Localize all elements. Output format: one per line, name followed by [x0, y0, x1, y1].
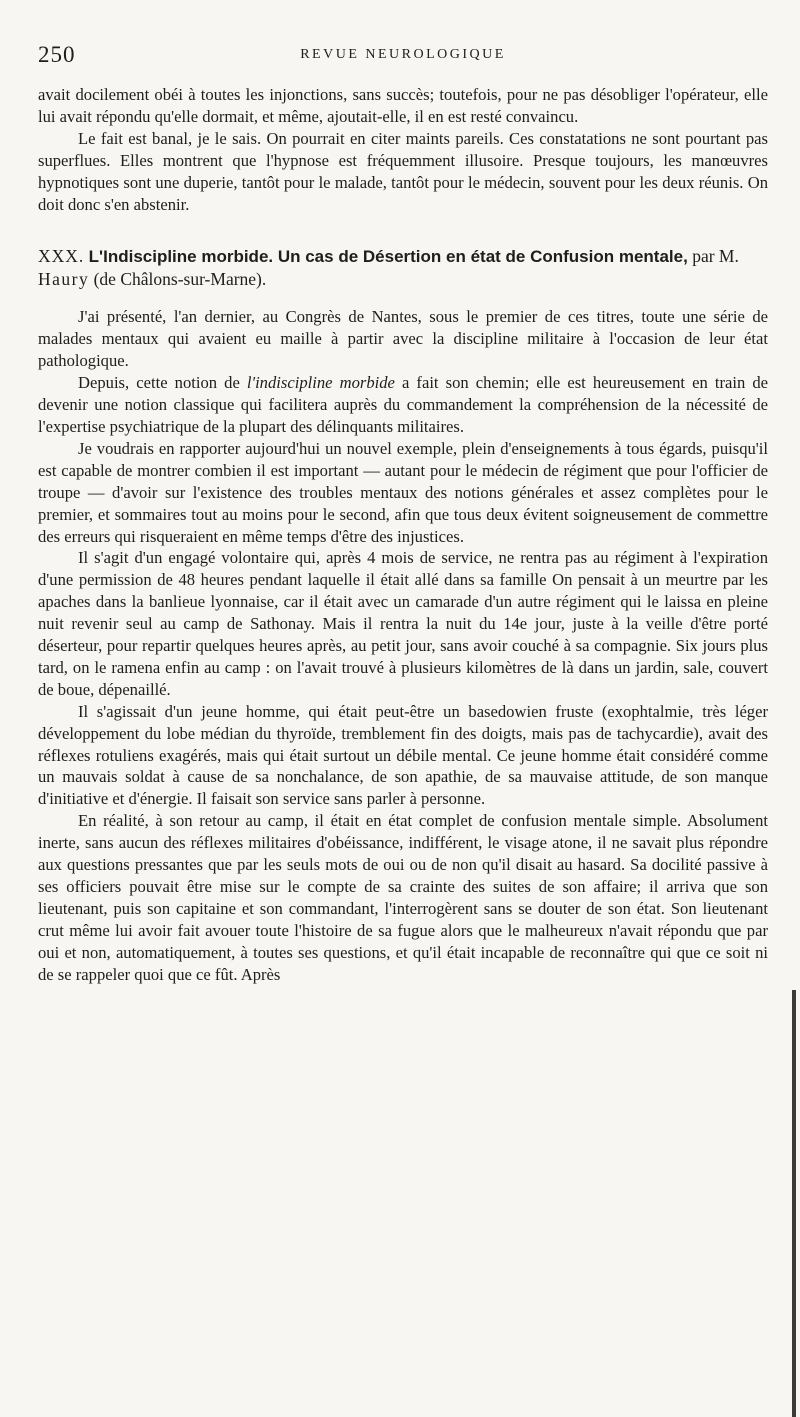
- article-number: XXX.: [38, 246, 85, 267]
- page-number: 250: [38, 42, 76, 67]
- paragraph-continued: avait docilement obéi à toutes les injonctions, sans succès; toutefois, pour ne pas désobliger l'opérateur, elle lui avait répondu qu'elle dormait, et même, ajoutait-elle, il en est resté convaincu.: [38, 85, 768, 126]
- scan-edge-shadow: [792, 990, 796, 1417]
- article-affiliation: (de Châlons-sur-Marne).: [93, 269, 267, 290]
- page-header: [38, 42, 768, 70]
- paragraph: Il s'agissait d'un jeune homme, qui était peut-être un basedowien fruste (exophtalmie, très léger développement du lobe médian du thyroïde, tremblement fin des doigts, mais pas de tachycardie), avait des réflexes rotuliens exagérés, mais qui était surtout un débile mental. Ce jeune homme était considéré comme un mauvais soldat à cause de sa nonchalance, de son apathie, de sa mauvaise attitude, de son manque d'initiative et d'énergie. Il faisait son service sans parler à personne.: [38, 701, 768, 809]
- paragraph: Le fait est banal, je le sais. On pourrait en citer maints pareils. Ces constatations ne sont pourtant pas superflues. Elles montrent que l'hypnose est fréquemment illusoire. Presque toujours, les manœuvres hypnotiques sont une duperie, tantôt pour le malade, tantôt pour le médecin, souvent pour les deux réunis. On doit donc s'en abstenir.: [38, 128, 768, 214]
- page-body: [38, 84, 768, 986]
- article-author: Haury: [38, 269, 90, 290]
- running-head: REVUE NEUROLOGIQUE: [300, 47, 506, 62]
- paragraph: En réalité, à son retour au camp, il était en état complet de confusion mentale simple. Absolument inerte, sans aucun des réflexes militaires d'obéissance, indifférent, le visage atone, il ne savait plus répondre aux questions pressantes que par les seuls mots de oui ou de non qu'il disait au hasard. Sa docilité passive à ses officiers pouvait être mise sur le compte de sa crainte des suites de son affaire; il arriva que son lieutenant, puis son capitaine et son commandant, l'interrogèrent sans se douter de son état. Son lieutenant crut même lui avoir fait avouer toute l'histoire de sa fugue alors que le malheureux n'avait répondu que par oui et non, automatiquement, à toutes ses questions, et qu'il était incapable de reconnaître qui que ce soit ni de se rappeler quoi que ce fût. Après: [38, 811, 768, 984]
- article-by: par M.: [692, 246, 739, 267]
- paragraph-text: a fait son chemin; elle est heureusement en train de devenir une notion classique qui facilitera auprès du commandement la compréhension de la nécessité de l'expertise psychiatrique de la plupart des délinquants militaires.: [38, 373, 769, 436]
- italic-term: l'indiscipline morbide: [246, 373, 395, 393]
- article-title-text: L'Indiscipline morbide. Un cas de Désertion en état de Confusion mentale,: [88, 247, 688, 267]
- article-title: [38, 245, 768, 290]
- paragraph: [38, 372, 768, 438]
- paragraph: Je voudrais en rapporter aujourd'hui un nouvel exemple, plein d'enseignements à tous égards, puisqu'il est capable de montrer combien il est important — autant pour le médecin de régiment que pour l'officier de troupe — d'avoir sur l'existence des troubles mentaux des notions générales et assez complètes pour le premier, et sommaires tout au moins pour le second, afin que tous deux évitent soigneusement de commettre des erreurs qui risqueraient en même temps d'être des injustices.: [38, 438, 768, 546]
- paragraph: Il s'agit d'un engagé volontaire qui, après 4 mois de service, ne rentra pas au régiment à l'expiration d'une permission de 48 heures pendant laquelle il était allé dans sa famille On pensait à un meurtre par les apaches dans la banlieue lyonnaise, car il était avec un camarade d'un autre régiment qui le laissa en pleine nuit revenir seul au camp de Sathonay. Mais il rentra la nuit du 14e jour, juste à la veille d'être porté déserteur, pour repartir quelques heures après, au petit jour, sans avoir couché à sa compagnie. Six jours plus tard, on le ramena enfin au camp : on l'avait trouvé à plusieurs kilomètres de là dans un jardin, sale, couvert de boue, dépenaillé.: [38, 548, 768, 699]
- paragraph: J'ai présenté, l'an dernier, au Congrès de Nantes, sous le premier de ces titres, toute une série de malades mentaux qui avaient eu maille à partir avec la discipline militaire à l'occasion de leur état pathologique.: [38, 307, 768, 371]
- paragraph-text: Depuis, cette notion de: [78, 373, 247, 393]
